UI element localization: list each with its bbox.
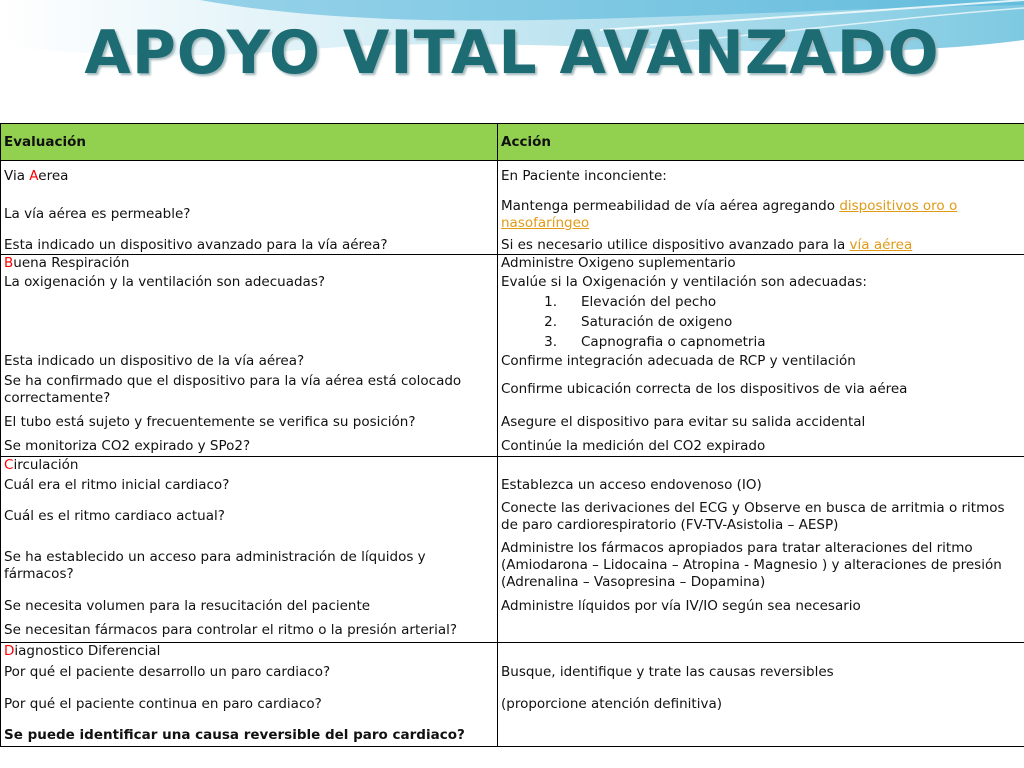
eval-cell xyxy=(1,255,498,273)
list-text: Elevación del pecho xyxy=(581,294,717,310)
eval-cell xyxy=(1,643,498,661)
list-number: 2. xyxy=(544,314,557,330)
eval-cell: El tubo está sujeto y frecuentemente se verifica su posición? xyxy=(1,409,498,437)
list-text: Saturación de oxigeno xyxy=(581,314,733,330)
action-cell: Administre Oxigeno suplementario xyxy=(498,255,1024,273)
list-number: 1. xyxy=(544,294,557,310)
action-cell: Evalúe si la Oxigenación y ventilación son adecuadas: xyxy=(498,273,1024,293)
table-header-row xyxy=(1,124,1024,161)
action-cell: Confirme ubicación correcta de los dispositivos de via aérea xyxy=(498,371,1024,409)
eval-cell: Cuál es el ritmo cardiaco actual? xyxy=(1,497,498,537)
action-cell: Confirme integración adecuada de RCP y ventilación xyxy=(498,353,1024,371)
action-cell xyxy=(498,193,1024,237)
section-prefix: Via xyxy=(4,168,30,185)
section-title-rest: erea xyxy=(38,168,69,185)
dispositivos-link[interactable]: dispositivos oro o nasofaríngeo xyxy=(501,197,958,231)
action-text: Si es necesario utilice dispositivo avanzado para la xyxy=(501,236,850,253)
via-aerea-link[interactable]: vía aérea xyxy=(849,236,913,253)
eval-cell: Por qué el paciente desarrollo un paro cardiaco? xyxy=(1,661,498,685)
eval-cell xyxy=(1,313,498,333)
table-row xyxy=(1,437,1024,457)
table-row xyxy=(1,193,1024,237)
header-evaluacion: Evaluación xyxy=(1,124,498,161)
eval-cell xyxy=(1,161,498,193)
table-row xyxy=(1,619,1024,643)
section-initial: B xyxy=(4,255,14,272)
eval-cell: La vía aérea es permeable? xyxy=(1,193,498,237)
eval-cell xyxy=(1,293,498,313)
table-row xyxy=(1,255,1024,273)
table-row xyxy=(1,475,1024,497)
action-cell: Conecte las derivaciones del ECG y Observe en busca de arritmia o ritmos de paro cardiorespiratorio (FV-TV-Asistolia – AESP) xyxy=(498,497,1024,537)
eval-cell: Se puede identificar una causa reversible del paro cardiaco? xyxy=(1,725,498,747)
action-text: Mantenga permeabilidad de vía aérea agregando xyxy=(501,197,840,214)
eval-cell: Se ha establecido un acceso para administración de líquidos y fármacos? xyxy=(1,537,498,595)
table-row xyxy=(1,685,1024,725)
table-row xyxy=(1,497,1024,537)
table-row xyxy=(1,237,1024,255)
action-cell: Continúe la medición del CO2 expirado xyxy=(498,437,1024,457)
eval-cell: Cuál era el ritmo inicial cardiaco? xyxy=(1,475,498,497)
section-initial: A xyxy=(29,168,39,185)
table-row xyxy=(1,333,1024,353)
section-title-rest: irculación xyxy=(13,457,79,474)
action-cell: Busque, identifique y trate las causas reversibles xyxy=(498,661,1024,685)
table-row xyxy=(1,457,1024,475)
action-cell xyxy=(498,725,1024,747)
table-row xyxy=(1,595,1024,619)
table-row xyxy=(1,537,1024,595)
list-item xyxy=(498,293,1024,313)
table-row xyxy=(1,313,1024,333)
table-row xyxy=(1,293,1024,313)
action-cell: (proporcione atención definitiva) xyxy=(498,685,1024,725)
action-cell xyxy=(498,619,1024,643)
table-row xyxy=(1,661,1024,685)
table-row xyxy=(1,725,1024,747)
list-text: Capnografia o capnometria xyxy=(581,334,766,350)
alvac-table xyxy=(0,123,1024,747)
section-initial: C xyxy=(4,457,14,474)
table-row xyxy=(1,353,1024,371)
eval-cell: Esta indicado un dispositivo avanzado para la vía aérea? xyxy=(1,237,498,255)
action-cell: Administre líquidos por vía IV/IO según sea necesario xyxy=(498,595,1024,619)
eval-cell xyxy=(1,333,498,353)
eval-cell: Se necesita volumen para la resucitación del paciente xyxy=(1,595,498,619)
list-item xyxy=(498,333,1024,353)
list-item xyxy=(498,313,1024,333)
table-row xyxy=(1,409,1024,437)
action-cell xyxy=(498,237,1024,255)
eval-cell: Por qué el paciente continua en paro cardiaco? xyxy=(1,685,498,725)
action-cell: Asegure el dispositivo para evitar su salida accidental xyxy=(498,409,1024,437)
section-title-rest: iagnostico Diferencial xyxy=(14,643,161,660)
eval-cell: La oxigenación y la ventilación son adecuadas? xyxy=(1,273,498,293)
action-cell: Administre los fármacos apropiados para tratar alteraciones del ritmo (Amiodarona – Lidocaina – Atropina - Magnesio ) y alteraciones de presión (Adrenalina – Vasopresina – Dopamina) xyxy=(498,537,1024,595)
eval-cell: Se necesitan fármacos para controlar el ritmo o la presión arterial? xyxy=(1,619,498,643)
action-cell xyxy=(498,643,1024,661)
section-initial: D xyxy=(4,643,15,660)
eval-cell: Esta indicado un dispositivo de la vía aérea? xyxy=(1,353,498,371)
header-accion: Acción xyxy=(498,124,1024,161)
list-number: 3. xyxy=(544,334,557,350)
eval-cell xyxy=(1,457,498,475)
table-row xyxy=(1,371,1024,409)
eval-cell: Se ha confirmado que el dispositivo para la vía aérea está colocado correctamente? xyxy=(1,371,498,409)
table-row xyxy=(1,273,1024,293)
action-cell: Establezca un acceso endovenoso (IO) xyxy=(498,475,1024,497)
table-row xyxy=(1,643,1024,661)
action-cell: En Paciente inconciente: xyxy=(498,161,1024,193)
action-cell xyxy=(498,457,1024,475)
eval-cell: Se monitoriza CO2 expirado y SPo2? xyxy=(1,437,498,457)
table-row xyxy=(1,161,1024,193)
slide-title: APOYO VITAL AVANZADO xyxy=(84,18,940,88)
section-title-rest: uena Respiración xyxy=(13,255,130,272)
